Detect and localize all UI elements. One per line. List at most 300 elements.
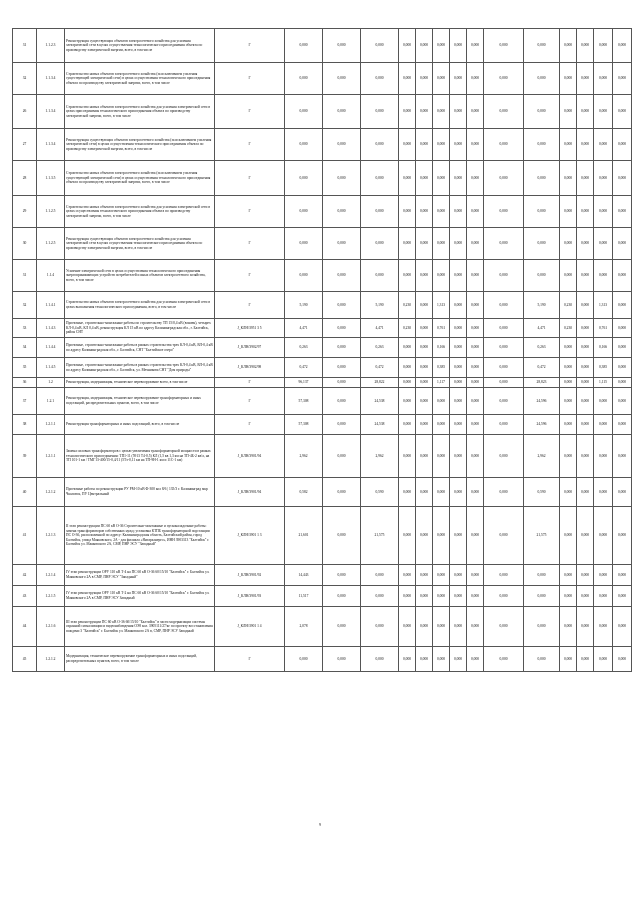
table-row — [13, 388, 632, 415]
value-cell: 0,000 — [416, 95, 433, 129]
value-cell: 0,000 — [399, 260, 416, 292]
project-name: Реконструкция существующих объектов электросетевого хозяйства (за исключением усиления электрической сети) в целях осуществления технологического присоединения объекта по производству электрической энергии, всего, в том числе — [65, 129, 215, 161]
project-id: Г — [215, 292, 285, 319]
value-cell: 0,590 — [524, 478, 560, 507]
project-name: Реконструкция, модернизация, техническое перевооружение всего, в том числе — [65, 378, 215, 388]
value-cell: 0,000 — [524, 607, 560, 647]
value-cell: 21,575 — [524, 507, 560, 565]
value-cell: 0,000 — [450, 129, 467, 161]
value-cell: 0,000 — [484, 586, 524, 607]
value-cell: 0,000 — [323, 607, 361, 647]
value-cell: 0,000 — [433, 565, 450, 586]
project-id: J_КЛН/3901/94 — [215, 435, 285, 478]
project-name: Реконструкция существующих объектов электросетевого хозяйства для усиления электрической сети в целях осуществления технологического присоединения объекта по производству электрической энергии, всего, в том числе — [65, 29, 215, 63]
value-cell: 0,000 — [577, 507, 594, 565]
row-number: 42 — [13, 565, 37, 586]
project-name: Реконструкция существующих объектов электросетевого хозяйства для усиления электрической сети в целях осуществления технологического присоединения объекта по производству электрической энергии, всего, в том числе — [65, 228, 215, 260]
value-cell: 0,000 — [450, 358, 467, 378]
value-cell: 0,000 — [399, 63, 416, 95]
value-cell: 0,000 — [323, 478, 361, 507]
value-cell: 0,000 — [416, 196, 433, 228]
value-cell: 0,000 — [433, 607, 450, 647]
value-cell: 0,472 — [524, 358, 560, 378]
value-cell: 0,000 — [484, 196, 524, 228]
value-cell: 0,000 — [560, 358, 577, 378]
value-cell: 0,000 — [399, 565, 416, 586]
value-cell: 0,000 — [467, 129, 484, 161]
value-cell: 0,000 — [467, 292, 484, 319]
value-cell: 0,230 — [560, 319, 577, 338]
value-cell: 0,000 — [613, 435, 632, 478]
project-id: Г — [215, 63, 285, 95]
value-cell: 0,000 — [433, 196, 450, 228]
value-cell: 0,000 — [484, 388, 524, 415]
project-name: Строительство новых объектов электросетевого хозяйства (за исключением усиления существующей электрической сети) в целях осуществления технологического присоединения объекта по производству электрической энергии, всего, в том числе — [65, 161, 215, 196]
value-cell: 0,472 — [361, 358, 399, 378]
value-cell: 0,000 — [467, 319, 484, 338]
value-cell: 0,000 — [484, 607, 524, 647]
project-name: Усиление электрической сети в целях осуществления технологического присоединения энергопринимающих устройств потребителей и иных объектов электросетевого хозяйства, всего, в том числе — [65, 260, 215, 292]
value-cell: 0,000 — [433, 129, 450, 161]
value-cell: 0,000 — [323, 292, 361, 319]
value-cell: 0,000 — [594, 435, 613, 478]
value-cell: 0,000 — [450, 228, 467, 260]
row-number: 41 — [13, 507, 37, 565]
value-cell: 1,115 — [594, 378, 613, 388]
value-cell: 0,761 — [433, 319, 450, 338]
row-number: 32 — [13, 292, 37, 319]
value-cell: 0,000 — [467, 63, 484, 95]
row-number: 38 — [13, 415, 37, 435]
value-cell: 0,000 — [361, 196, 399, 228]
value-cell: 0,000 — [560, 63, 577, 95]
value-cell: 0,000 — [433, 435, 450, 478]
value-cell: 0,000 — [416, 586, 433, 607]
row-code: 1.2.1.1 — [37, 435, 65, 478]
value-cell: 0,000 — [484, 63, 524, 95]
value-cell: 0,000 — [613, 95, 632, 129]
row-code: 1.2 — [37, 378, 65, 388]
value-cell: 0,000 — [399, 29, 416, 63]
value-cell: 0,000 — [399, 607, 416, 647]
value-cell: 0,000 — [524, 95, 560, 129]
value-cell: 0,000 — [577, 478, 594, 507]
value-cell: 0,166 — [594, 338, 613, 358]
value-cell: 0,000 — [484, 161, 524, 196]
value-cell: 0,000 — [450, 338, 467, 358]
value-cell: 0,000 — [577, 95, 594, 129]
project-name: Замена силовых трансформаторов с целью увеличения трансформаторной мощности в рамках технологического присоединения: ТП1-11 (5913 Т4-0,5) КЛ (1,5 кв 1,3 км на ТП-4Б-2 кв/л, на ТП 101-1 км / ТМГ13-400/15-0,4/11 (5Тэ-0,11 км на ТП-9Н-1 км и 11С-1 км) — [65, 435, 215, 478]
value-cell: 4,471 — [285, 319, 323, 338]
value-cell: 0,000 — [416, 607, 433, 647]
value-cell: 0,000 — [594, 95, 613, 129]
value-cell: 0,000 — [399, 586, 416, 607]
value-cell: 0,000 — [416, 435, 433, 478]
table-row — [13, 647, 632, 672]
value-cell: 0,000 — [361, 260, 399, 292]
row-code: 1.2.1.4 — [37, 565, 65, 586]
value-cell: 0,000 — [323, 29, 361, 63]
value-cell: 0,000 — [613, 196, 632, 228]
project-id: Г — [215, 378, 285, 388]
value-cell: 0,000 — [433, 478, 450, 507]
value-cell: 0,000 — [613, 228, 632, 260]
value-cell: 0,000 — [560, 586, 577, 607]
value-cell: 0,000 — [484, 129, 524, 161]
row-number: 32 — [13, 63, 37, 95]
value-cell: 0,000 — [560, 378, 577, 388]
value-cell: 0,000 — [560, 95, 577, 129]
project-id: Г — [215, 260, 285, 292]
value-cell: 0,230 — [560, 292, 577, 319]
value-cell: 0,000 — [433, 228, 450, 260]
value-cell: 0,000 — [450, 565, 467, 586]
row-code: 1.2.1.6 — [37, 607, 65, 647]
value-cell: 0,000 — [399, 415, 416, 435]
value-cell: 0,000 — [524, 228, 560, 260]
value-cell: 0,000 — [484, 647, 524, 672]
value-cell: 0,000 — [484, 378, 524, 388]
value-cell: 0,000 — [577, 260, 594, 292]
value-cell: 0,000 — [450, 260, 467, 292]
value-cell: 0,000 — [323, 507, 361, 565]
value-cell: 0,000 — [323, 565, 361, 586]
page-number: 9 — [319, 822, 321, 827]
value-cell: 0,000 — [361, 647, 399, 672]
value-cell: 0,000 — [577, 565, 594, 586]
value-cell: 0,000 — [467, 358, 484, 378]
value-cell: 0,000 — [594, 478, 613, 507]
value-cell: 0,000 — [577, 647, 594, 672]
value-cell: 0,000 — [416, 565, 433, 586]
value-cell: 0,000 — [613, 586, 632, 607]
value-cell: 0,000 — [484, 292, 524, 319]
table-row — [13, 29, 632, 63]
value-cell: 0,000 — [450, 161, 467, 196]
value-cell: 0,000 — [484, 478, 524, 507]
value-cell: 1,313 — [433, 292, 450, 319]
value-cell: 0,000 — [577, 586, 594, 607]
table-row — [13, 129, 632, 161]
value-cell: 0,000 — [285, 228, 323, 260]
value-cell: 2,962 — [361, 435, 399, 478]
value-cell: 0,000 — [524, 63, 560, 95]
value-cell: 0,000 — [560, 129, 577, 161]
value-cell: 24,538 — [361, 415, 399, 435]
value-cell: 0,000 — [484, 228, 524, 260]
value-cell: 0,000 — [560, 565, 577, 586]
value-cell: 0,000 — [323, 228, 361, 260]
value-cell: 0,000 — [467, 95, 484, 129]
value-cell: 0,000 — [399, 338, 416, 358]
project-id: J_КЛН/3901/94 — [215, 478, 285, 507]
value-cell: 21,601 — [285, 507, 323, 565]
table-row — [13, 228, 632, 260]
project-name: Реконструкция трансформаторных и иных подстанций, всего, в том числе — [65, 415, 215, 435]
value-cell: 0,000 — [577, 607, 594, 647]
project-id: Г — [215, 415, 285, 435]
value-cell: 0,000 — [577, 388, 594, 415]
table-row — [13, 378, 632, 388]
value-cell: 0,000 — [399, 161, 416, 196]
project-id: Г — [215, 129, 285, 161]
value-cell: 0,000 — [594, 161, 613, 196]
value-cell: 0,000 — [613, 292, 632, 319]
value-cell: 0,000 — [577, 319, 594, 338]
value-cell: 0,000 — [450, 292, 467, 319]
value-cell: 0,000 — [613, 358, 632, 378]
value-cell: 0,000 — [399, 388, 416, 415]
value-cell: 0,000 — [450, 607, 467, 647]
value-cell: 0,000 — [323, 161, 361, 196]
value-cell: 0,000 — [433, 63, 450, 95]
value-cell: 0,000 — [399, 196, 416, 228]
value-cell: 0,000 — [594, 647, 613, 672]
value-cell: 0,000 — [450, 319, 467, 338]
value-cell: 0,000 — [560, 435, 577, 478]
row-number: 31 — [13, 29, 37, 63]
value-cell: 0,000 — [467, 161, 484, 196]
value-cell: 0,000 — [433, 415, 450, 435]
value-cell: 0,000 — [416, 378, 433, 388]
value-cell: 57,308 — [285, 388, 323, 415]
value-cell: 0,000 — [285, 161, 323, 196]
row-number: 34 — [13, 338, 37, 358]
value-cell: 57,308 — [285, 415, 323, 435]
value-cell: 0,000 — [613, 29, 632, 63]
row-number: 36 — [13, 378, 37, 388]
project-id: J_КЛН/3901/93 — [215, 586, 285, 607]
value-cell: 0,000 — [613, 565, 632, 586]
value-cell: 0,000 — [416, 415, 433, 435]
value-cell: 0,000 — [361, 607, 399, 647]
value-cell: 0,000 — [467, 435, 484, 478]
value-cell: 0,000 — [524, 196, 560, 228]
value-cell: 0,000 — [560, 478, 577, 507]
value-cell: 0,000 — [416, 647, 433, 672]
value-cell: 1,117 — [433, 378, 450, 388]
row-code: 1.1.3.4 — [37, 129, 65, 161]
value-cell: 5,190 — [361, 292, 399, 319]
value-cell: 1,313 — [594, 292, 613, 319]
value-cell: 0,000 — [450, 63, 467, 95]
value-cell: 0,000 — [416, 319, 433, 338]
value-cell: 0,761 — [594, 319, 613, 338]
value-cell: 0,000 — [323, 196, 361, 228]
value-cell: 0,000 — [577, 196, 594, 228]
row-code: 1.1.4.3 — [37, 319, 65, 338]
value-cell: 0,000 — [560, 338, 577, 358]
value-cell: 0,000 — [323, 319, 361, 338]
value-cell: 0,000 — [285, 260, 323, 292]
table-row — [13, 196, 632, 228]
row-code: 1.1.2.3 — [37, 29, 65, 63]
value-cell: 0,000 — [450, 507, 467, 565]
value-cell: 0,000 — [577, 435, 594, 478]
row-number: 39 — [13, 435, 37, 478]
value-cell: 0,000 — [560, 388, 577, 415]
value-cell: 0,000 — [433, 388, 450, 415]
value-cell: 0,000 — [524, 29, 560, 63]
value-cell: 0,000 — [399, 95, 416, 129]
table-row — [13, 435, 632, 478]
value-cell: 0,000 — [577, 378, 594, 388]
value-cell: 0,000 — [433, 260, 450, 292]
value-cell: 0,000 — [613, 161, 632, 196]
table-row — [13, 586, 632, 607]
value-cell: 0,000 — [285, 29, 323, 63]
value-cell: 0,000 — [484, 260, 524, 292]
value-cell: 0,000 — [594, 29, 613, 63]
value-cell: 0,000 — [323, 358, 361, 378]
value-cell: 0,000 — [323, 378, 361, 388]
value-cell: 0,590 — [361, 478, 399, 507]
project-id: J_КЛН/3951 3 5 — [215, 319, 285, 338]
value-cell: 0,000 — [484, 565, 524, 586]
value-cell: 0,000 — [560, 29, 577, 63]
value-cell: 0,000 — [323, 63, 361, 95]
value-cell: 0,000 — [433, 95, 450, 129]
project-id: J_КЛН/3902/98 — [215, 358, 285, 378]
value-cell: 0,000 — [577, 415, 594, 435]
value-cell: 0,000 — [323, 647, 361, 672]
value-cell: 0,000 — [433, 586, 450, 607]
table-row — [13, 607, 632, 647]
value-cell: 0,000 — [467, 388, 484, 415]
value-cell: 0,000 — [416, 292, 433, 319]
value-cell: 0,000 — [323, 260, 361, 292]
value-cell: 0,000 — [577, 161, 594, 196]
table-row — [13, 95, 632, 129]
project-name: Проектные, строительно-монтажные работы по строительству ТП 15/0,4 кВ (взамен), четырех КЛ-0,4 кВ, КЛ 0,4 кВ, реконструкция КЛ 15 кВ по адресу Калининградская обл., г. Балтийск, район СНТ — [65, 319, 215, 338]
value-cell: 0,000 — [577, 228, 594, 260]
row-number: 33 — [13, 319, 37, 338]
value-cell: 0,000 — [467, 196, 484, 228]
row-code: 1.2.1 — [37, 388, 65, 415]
value-cell: 0,582 — [285, 478, 323, 507]
value-cell: 0,000 — [560, 260, 577, 292]
value-cell: 5,190 — [285, 292, 323, 319]
table-row — [13, 338, 632, 358]
row-code: 1.2.1.5 — [37, 586, 65, 607]
value-cell: 0,000 — [323, 415, 361, 435]
value-cell: 0,000 — [560, 415, 577, 435]
value-cell: 2,078 — [285, 607, 323, 647]
project-id: Г — [215, 388, 285, 415]
value-cell: 0,000 — [594, 63, 613, 95]
project-id: Г — [215, 647, 285, 672]
value-cell: 0,000 — [613, 260, 632, 292]
value-cell: 0,000 — [594, 415, 613, 435]
value-cell: 0,385 — [433, 358, 450, 378]
value-cell: 0,000 — [467, 260, 484, 292]
value-cell: 0,000 — [399, 378, 416, 388]
project-id: J_КЛН/3901 1 3 — [215, 507, 285, 565]
value-cell: 0,000 — [450, 435, 467, 478]
row-number: 37 — [13, 388, 37, 415]
value-cell: 0,385 — [594, 358, 613, 378]
value-cell: 14,443 — [285, 565, 323, 586]
value-cell: 0,000 — [467, 647, 484, 672]
value-cell: 0,000 — [613, 338, 632, 358]
value-cell: 0,000 — [416, 507, 433, 565]
value-cell: 4,471 — [361, 319, 399, 338]
project-name: Проектные работы по реконструкции РУ РМ-10 кВ Ф-300 кол 8/6 | 135/3 г. Калининград мкр Чкаловск, ПУ Центральный — [65, 478, 215, 507]
row-number: 29 — [13, 196, 37, 228]
document-page — [12, 28, 630, 672]
value-cell: 0,000 — [433, 161, 450, 196]
project-id: Г — [215, 29, 285, 63]
value-cell: 0,000 — [560, 161, 577, 196]
value-cell: 0,000 — [361, 29, 399, 63]
row-code: 1.2.1.2 — [37, 478, 65, 507]
project-name: Проектные, строительно-монтажные работы в рамках строительства трех КЛ-0,4 кВ, ВЛ-0,4 кВ по адресу Калининградская обл., г. Балтийск, ул. Мечникова СНТ "Дом природы" — [65, 358, 215, 378]
value-cell: 0,000 — [577, 129, 594, 161]
table-row — [13, 415, 632, 435]
value-cell: 0,000 — [416, 388, 433, 415]
value-cell: 0,000 — [361, 586, 399, 607]
row-code: 1.2.1.2 — [37, 647, 65, 672]
value-cell: 0,000 — [361, 565, 399, 586]
value-cell: 0,000 — [594, 565, 613, 586]
value-cell: 0,000 — [484, 319, 524, 338]
value-cell: 0,000 — [594, 607, 613, 647]
table-row — [13, 63, 632, 95]
table-row — [13, 478, 632, 507]
value-cell: 0,000 — [399, 435, 416, 478]
value-cell: 0,166 — [433, 338, 450, 358]
project-id: Г — [215, 196, 285, 228]
value-cell: 0,230 — [399, 292, 416, 319]
value-cell: 0,000 — [467, 228, 484, 260]
table-row — [13, 507, 632, 565]
row-number: 43 — [13, 586, 37, 607]
value-cell: 0,000 — [613, 319, 632, 338]
value-cell: 96,137 — [285, 378, 323, 388]
value-cell: 0,000 — [416, 161, 433, 196]
value-cell: 2,962 — [524, 435, 560, 478]
value-cell: 0,000 — [560, 607, 577, 647]
value-cell: 0,000 — [285, 95, 323, 129]
value-cell: 0,000 — [323, 435, 361, 478]
row-number: 31 — [13, 260, 37, 292]
value-cell: 0,000 — [577, 63, 594, 95]
value-cell: 24,538 — [361, 388, 399, 415]
value-cell: 21,575 — [361, 507, 399, 565]
value-cell: 0,000 — [524, 260, 560, 292]
value-cell: 0,000 — [467, 29, 484, 63]
value-cell: 0,000 — [416, 228, 433, 260]
value-cell: 24,596 — [524, 415, 560, 435]
row-code: 1.1.4 — [37, 260, 65, 292]
value-cell: 4,471 — [524, 319, 560, 338]
value-cell: 0,000 — [361, 95, 399, 129]
value-cell: 0,000 — [450, 29, 467, 63]
value-cell: 0,000 — [416, 338, 433, 358]
value-cell: 0,000 — [361, 161, 399, 196]
value-cell: 0,000 — [285, 63, 323, 95]
value-cell: 0,230 — [399, 319, 416, 338]
project-id: J_КЛН/3901 1 4 — [215, 607, 285, 647]
project-name: Строительство новых объектов электросетевого хозяйства (за исключением усиления существующей электрической сети) в целях осуществления технологического присоединения объекта по производству электрической энергии, всего, в том числе — [65, 63, 215, 95]
project-id: Г — [215, 95, 285, 129]
project-name: Модернизация, техническое перевооружение трансформаторных и иных подстанций, распределительных пунктов, всего, в том числе — [65, 647, 215, 672]
value-cell: 0,000 — [484, 358, 524, 378]
row-code: 1.1.4.4 — [37, 338, 65, 358]
value-cell: 28,823 — [524, 378, 560, 388]
value-cell: 0,000 — [323, 129, 361, 161]
value-cell: 0,000 — [416, 478, 433, 507]
